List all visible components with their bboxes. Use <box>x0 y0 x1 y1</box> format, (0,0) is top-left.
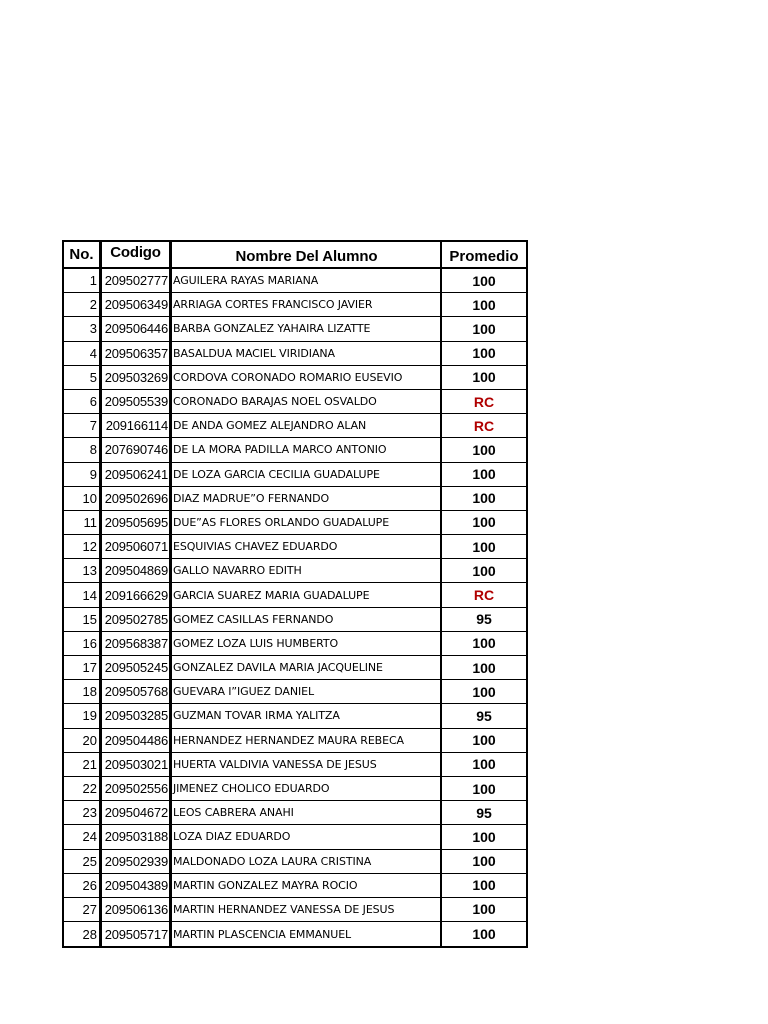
cell-codigo: 209166629 <box>102 583 172 606</box>
cell-codigo: 209506349 <box>102 293 172 316</box>
cell-no: 2 <box>64 293 102 316</box>
cell-codigo: 209502696 <box>102 487 172 510</box>
cell-promedio: 100 <box>472 320 496 337</box>
table-row <box>64 704 526 728</box>
cell-promedio: 95 <box>476 707 492 724</box>
table-row <box>64 487 526 511</box>
cell-no: 17 <box>64 656 102 679</box>
cell-no: 27 <box>64 898 102 921</box>
cell-no: 16 <box>64 632 102 655</box>
cell-codigo: 209505768 <box>102 680 172 703</box>
cell-codigo: 209506241 <box>102 463 172 486</box>
cell-promedio: 100 <box>472 877 496 894</box>
cell-promedio: 100 <box>472 732 496 749</box>
cell-no: 26 <box>64 874 102 897</box>
cell-promedio: 95 <box>476 804 492 821</box>
cell-nombre: GONZALEZ DAVILA MARIA JACQUELINE <box>172 656 442 679</box>
cell-nombre: DE ANDA GOMEZ ALEJANDRO ALAN <box>172 414 442 437</box>
grades-table <box>62 240 528 948</box>
table-row <box>64 898 526 922</box>
table-row <box>64 777 526 801</box>
cell-codigo: 209504672 <box>102 801 172 824</box>
cell-nombre: GARCIA SUAREZ MARIA GUADALUPE <box>172 583 442 606</box>
cell-no: 18 <box>64 680 102 703</box>
cell-no: 12 <box>64 535 102 558</box>
cell-codigo: 209503269 <box>102 366 172 389</box>
cell-no: 21 <box>64 753 102 776</box>
cell-nombre: LEOS CABRERA ANAHI <box>172 801 442 824</box>
cell-no: 23 <box>64 801 102 824</box>
cell-no: 13 <box>64 559 102 582</box>
cell-no: 19 <box>64 704 102 727</box>
cell-codigo: 207690746 <box>102 438 172 461</box>
table-row <box>64 511 526 535</box>
cell-promedio: 100 <box>472 926 496 943</box>
cell-codigo: 209505245 <box>102 656 172 679</box>
cell-nombre: MALDONADO LOZA LAURA CRISTINA <box>172 850 442 873</box>
cell-promedio: 100 <box>472 635 496 652</box>
cell-nombre: GUEVARA I”IGUEZ DANIEL <box>172 680 442 703</box>
table-row <box>64 801 526 825</box>
cell-codigo: 209505695 <box>102 511 172 534</box>
cell-promedio: 100 <box>472 538 496 555</box>
cell-no: 5 <box>64 366 102 389</box>
table-row <box>64 342 526 366</box>
cell-codigo: 209504486 <box>102 729 172 752</box>
cell-no: 24 <box>64 825 102 848</box>
cell-promedio: 100 <box>472 514 496 531</box>
cell-nombre: GALLO NAVARRO EDITH <box>172 559 442 582</box>
cell-codigo: 209505539 <box>102 390 172 413</box>
table-row <box>64 535 526 559</box>
cell-no: 7 <box>64 414 102 437</box>
cell-no: 1 <box>64 269 102 292</box>
table-row <box>64 656 526 680</box>
table-row <box>64 680 526 704</box>
cell-promedio: 100 <box>472 828 496 845</box>
cell-promedio: RC <box>473 587 495 604</box>
table-row <box>64 632 526 656</box>
cell-nombre: DIAZ MADRUE”O FERNANDO <box>172 487 442 510</box>
cell-promedio: 100 <box>472 683 496 700</box>
cell-no: 8 <box>64 438 102 461</box>
cell-codigo: 209504389 <box>102 874 172 897</box>
cell-nombre: MARTIN HERNANDEZ VANESSA DE JESUS <box>172 898 442 921</box>
cell-no: 9 <box>64 463 102 486</box>
cell-no: 14 <box>64 583 102 606</box>
cell-no: 25 <box>64 850 102 873</box>
cell-promedio: 100 <box>472 441 496 458</box>
cell-codigo: 209506446 <box>102 317 172 340</box>
table-row <box>64 583 526 607</box>
cell-no: 11 <box>64 511 102 534</box>
table-row <box>64 608 526 632</box>
cell-codigo: 209502785 <box>102 608 172 631</box>
cell-nombre: LOZA DIAZ EDUARDO <box>172 825 442 848</box>
cell-promedio: 100 <box>472 345 496 362</box>
cell-promedio: 100 <box>472 490 496 507</box>
cell-nombre: DUE”AS FLORES ORLANDO GUADALUPE <box>172 511 442 534</box>
table-row <box>64 729 526 753</box>
cell-promedio: 100 <box>472 659 496 676</box>
cell-no: 22 <box>64 777 102 800</box>
table-row <box>64 874 526 898</box>
table-row <box>64 825 526 849</box>
cell-promedio: 100 <box>472 562 496 579</box>
table-row <box>64 463 526 487</box>
cell-no: 6 <box>64 390 102 413</box>
table-row <box>64 922 526 946</box>
cell-codigo: 209505717 <box>102 922 172 946</box>
cell-codigo: 209502777 <box>102 269 172 292</box>
header-nombre: Nombre Del Alumno <box>172 242 442 267</box>
cell-promedio: 100 <box>472 272 496 289</box>
cell-codigo: 209506071 <box>102 535 172 558</box>
cell-no: 4 <box>64 342 102 365</box>
cell-nombre: GOMEZ CASILLAS FERNANDO <box>172 608 442 631</box>
cell-no: 15 <box>64 608 102 631</box>
cell-promedio: 100 <box>472 466 496 483</box>
cell-nombre: ESQUIVIAS CHAVEZ EDUARDO <box>172 535 442 558</box>
cell-nombre: MARTIN GONZALEZ MAYRA ROCIO <box>172 874 442 897</box>
cell-codigo: 209506357 <box>102 342 172 365</box>
cell-nombre: CORONADO BARAJAS NOEL OSVALDO <box>172 390 442 413</box>
cell-no: 10 <box>64 487 102 510</box>
cell-nombre: MARTIN PLASCENCIA EMMANUEL <box>172 922 442 946</box>
cell-no: 20 <box>64 729 102 752</box>
cell-promedio: 100 <box>472 780 496 797</box>
cell-promedio: 95 <box>476 611 492 628</box>
table-row <box>64 753 526 777</box>
cell-nombre: CORDOVA CORONADO ROMARIO EUSEVIO <box>172 366 442 389</box>
cell-nombre: ARRIAGA CORTES FRANCISCO JAVIER <box>172 293 442 316</box>
cell-nombre: DE LOZA GARCIA CECILIA GUADALUPE <box>172 463 442 486</box>
cell-codigo: 209506136 <box>102 898 172 921</box>
cell-promedio: 100 <box>472 756 496 773</box>
cell-promedio: 100 <box>472 853 496 870</box>
cell-no: 3 <box>64 317 102 340</box>
cell-no: 28 <box>64 922 102 946</box>
cell-codigo: 209503021 <box>102 753 172 776</box>
cell-codigo: 209503188 <box>102 825 172 848</box>
table-body <box>64 269 526 946</box>
cell-codigo: 209502556 <box>102 777 172 800</box>
table-row <box>64 559 526 583</box>
cell-promedio: RC <box>473 417 495 434</box>
table-row <box>64 414 526 438</box>
cell-promedio: RC <box>473 393 495 410</box>
cell-nombre: AGUILERA RAYAS MARIANA <box>172 269 442 292</box>
header-codigo: Codigo <box>102 242 172 267</box>
cell-codigo: 209503285 <box>102 704 172 727</box>
cell-promedio: 100 <box>472 369 496 386</box>
table-row <box>64 366 526 390</box>
header-no: No. <box>64 242 102 267</box>
cell-nombre: GOMEZ LOZA LUIS HUMBERTO <box>172 632 442 655</box>
table-header-row <box>64 242 526 269</box>
cell-nombre: GUZMAN TOVAR IRMA YALITZA <box>172 704 442 727</box>
cell-codigo: 209568387 <box>102 632 172 655</box>
cell-nombre: DE LA MORA PADILLA MARCO ANTONIO <box>172 438 442 461</box>
cell-nombre: BARBA GONZALEZ YAHAIRA LIZATTE <box>172 317 442 340</box>
cell-nombre: JIMENEZ CHOLICO EDUARDO <box>172 777 442 800</box>
cell-nombre: BASALDUA MACIEL VIRIDIANA <box>172 342 442 365</box>
cell-nombre: HUERTA VALDIVIA VANESSA DE JESUS <box>172 753 442 776</box>
cell-promedio: 100 <box>472 901 496 918</box>
table-row <box>64 390 526 414</box>
table-row <box>64 850 526 874</box>
cell-codigo: 209502939 <box>102 850 172 873</box>
cell-promedio: 100 <box>472 296 496 313</box>
table-row <box>64 317 526 341</box>
table-row <box>64 269 526 293</box>
header-promedio: Promedio <box>449 247 519 265</box>
table-row <box>64 293 526 317</box>
cell-nombre: HERNANDEZ HERNANDEZ MAURA REBECA <box>172 729 442 752</box>
table-row <box>64 438 526 462</box>
cell-codigo: 209504869 <box>102 559 172 582</box>
cell-codigo: 209166114 <box>102 414 172 437</box>
